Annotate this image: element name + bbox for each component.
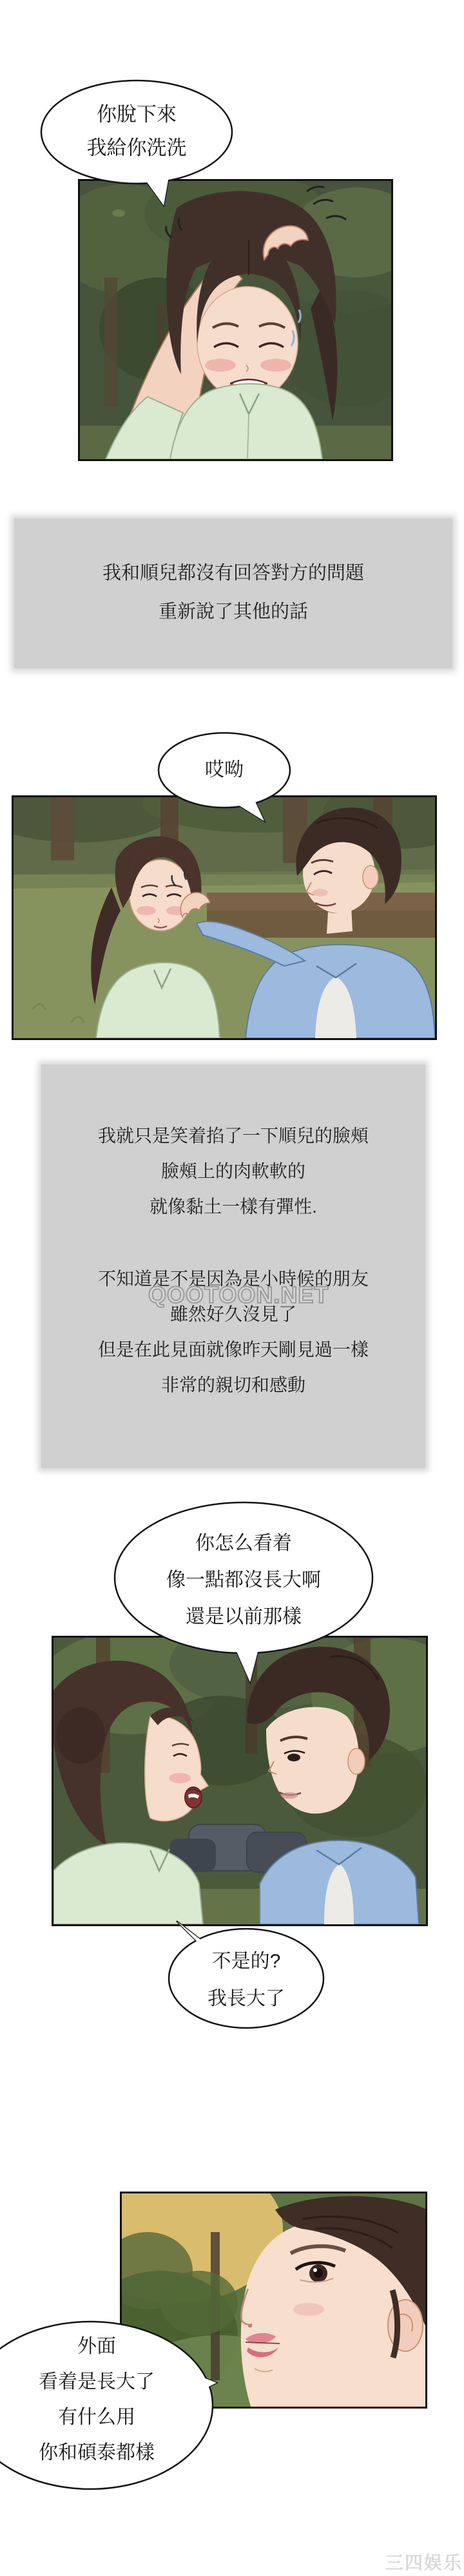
narration-line: 不知道是不是因為是小時候的朋友 — [97, 1269, 369, 1289]
speech-line: 你怎么看着 — [195, 1533, 292, 1554]
speech-line: 你和碩泰都樣 — [39, 2442, 155, 2463]
speech-line: 還是以前那樣 — [186, 1606, 302, 1627]
speech-line: 你脫下來 — [97, 103, 177, 126]
narration-line: 就像黏土一樣有彈性. — [150, 1197, 317, 1217]
speech-line: 看着是長大了 — [39, 2371, 155, 2392]
narration-line: 我就只是笑着掐了一下順兒的臉頰 — [97, 1126, 369, 1146]
narration-line: 非常的親切和感動 — [160, 1375, 305, 1395]
speech-bubble-5-text — [0, 2329, 193, 2470]
speech-line: 哎呦 — [205, 759, 244, 781]
speech-bubble-2-text — [160, 755, 289, 785]
narration-box-2-paragraph-1 — [41, 1118, 425, 1224]
speech-bubble-4-text — [169, 1943, 324, 2018]
narration-box-1-text — [14, 554, 452, 631]
narration-line: 但是在此見面就像昨天剛見過一樣 — [97, 1340, 369, 1359]
narration-line: 重新說了其他的話 — [158, 601, 308, 622]
site-watermark: 三四娱乐 — [385, 2553, 463, 2573]
qootoon-watermark: QOOTOON.NET — [148, 1282, 329, 1308]
panel-1-artwork — [80, 181, 391, 459]
speech-line: 不是的? — [211, 1951, 281, 1972]
speech-bubble-1-text — [43, 98, 231, 165]
speech-line: 我給你洗洗 — [86, 137, 187, 159]
speech-line: 外面 — [77, 2336, 116, 2357]
speech-line: 有什么用 — [58, 2407, 135, 2428]
narration-line: 臉頰上的肉軟軟的 — [160, 1161, 305, 1181]
speech-line: 我長大了 — [208, 1988, 285, 2009]
speech-bubble-3-text — [115, 1525, 372, 1635]
narration-line: 我和順兒都沒有回答對方的問題 — [102, 563, 364, 583]
speech-line: 像一點都沒長大啊 — [166, 1569, 321, 1591]
panel-1 — [78, 179, 393, 461]
panel-2-artwork — [14, 797, 435, 1038]
panel-2 — [12, 795, 437, 1040]
narration-line: 雖然好久沒見了 — [169, 1304, 296, 1324]
